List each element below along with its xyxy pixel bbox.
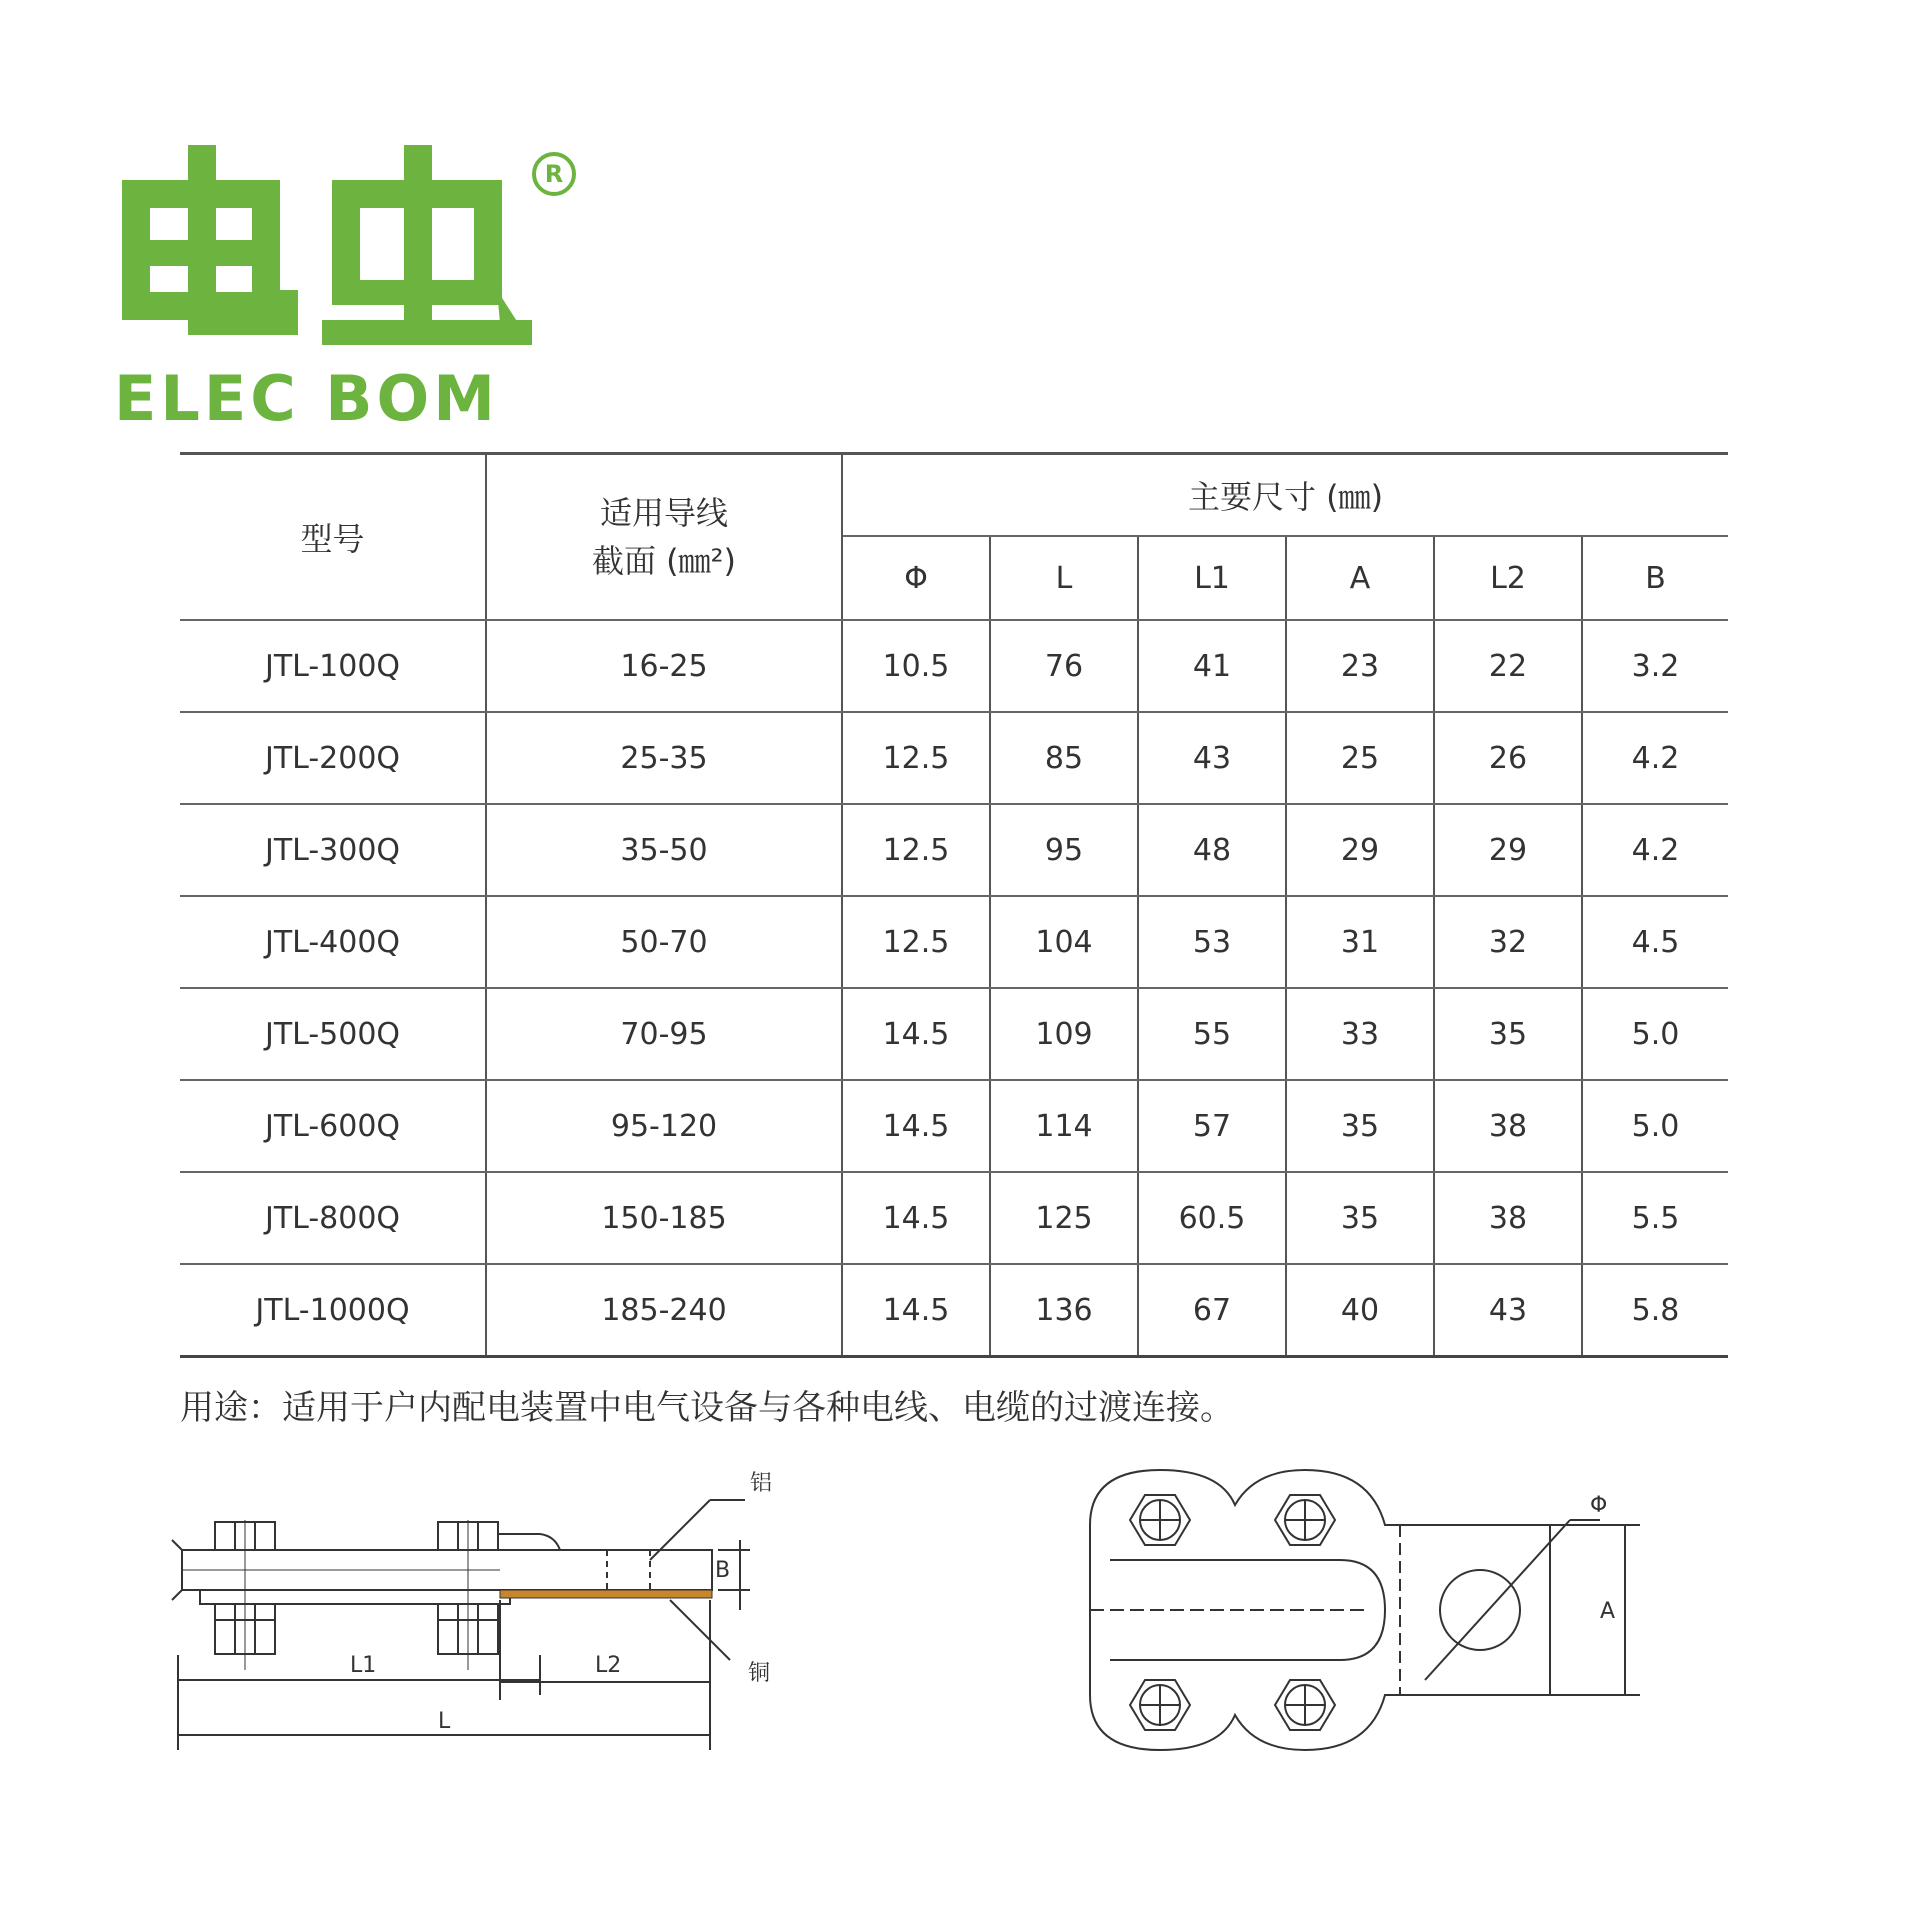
cell-phi: 14.5 (842, 988, 990, 1080)
bolt-hex-icon (1275, 1680, 1335, 1730)
cell-section: 16-25 (486, 620, 842, 712)
cell-model: JTL-300Q (180, 804, 486, 896)
cell-phi: 14.5 (842, 1080, 990, 1172)
label-copper: 铜 (748, 1661, 771, 1686)
cell-section: 95-120 (486, 1080, 842, 1172)
cell-B: 4.2 (1582, 712, 1728, 804)
table-row (180, 988, 1728, 1080)
cell-section: 70-95 (486, 988, 842, 1080)
table-row (180, 1080, 1728, 1172)
top-view-drawing (1070, 1450, 1770, 1770)
cell-model: JTL-100Q (180, 620, 486, 712)
cell-B: 5.0 (1582, 1080, 1728, 1172)
cell-L: 109 (990, 988, 1138, 1080)
header-main-dims: 主要尺寸 (㎜) (842, 454, 1728, 537)
cell-L2: 32 (1434, 896, 1582, 988)
cell-A: 29 (1286, 804, 1434, 896)
cell-L1: 48 (1138, 804, 1286, 896)
cell-L2: 26 (1434, 712, 1582, 804)
cell-phi: 12.5 (842, 712, 990, 804)
header-section-line1: 适用导线 (599, 494, 728, 532)
label-L: L (438, 1709, 451, 1734)
cell-L1: 57 (1138, 1080, 1286, 1172)
cell-B: 3.2 (1582, 620, 1728, 712)
usage-note: 用途：适用于户内配电装置中电气设备与各种电线、电缆的过渡连接。 (180, 1388, 1234, 1428)
label-L1: L1 (350, 1653, 377, 1678)
cell-L2: 22 (1434, 620, 1582, 712)
cell-L1: 60.5 (1138, 1172, 1286, 1264)
bolt-hex-icon (1275, 1495, 1335, 1545)
cell-L2: 35 (1434, 988, 1582, 1080)
header-B: B (1582, 536, 1728, 620)
cell-model: JTL-1000Q (180, 1264, 486, 1357)
brand-mark-graphic (112, 140, 532, 365)
cell-phi: 12.5 (842, 804, 990, 896)
cell-B: 5.5 (1582, 1172, 1728, 1264)
cell-model: JTL-600Q (180, 1080, 486, 1172)
table-row (180, 804, 1728, 896)
cell-A: 23 (1286, 620, 1434, 712)
header-L: L (990, 536, 1138, 620)
cell-section: 150-185 (486, 1172, 842, 1264)
cell-section: 50-70 (486, 896, 842, 988)
table-row (180, 712, 1728, 804)
table-row (180, 1172, 1728, 1264)
cell-B: 5.0 (1582, 988, 1728, 1080)
header-section (486, 454, 842, 621)
cell-L2: 38 (1434, 1172, 1582, 1264)
cell-L: 95 (990, 804, 1138, 896)
cell-L: 125 (990, 1172, 1138, 1264)
cell-L2: 38 (1434, 1080, 1582, 1172)
cell-L2: 43 (1434, 1264, 1582, 1357)
cell-phi: 14.5 (842, 1172, 990, 1264)
brand-logo (112, 140, 582, 440)
label-aluminium: 铝 (750, 1471, 773, 1496)
header-L1: L1 (1138, 536, 1286, 620)
cell-model: JTL-800Q (180, 1172, 486, 1264)
cell-B: 4.5 (1582, 896, 1728, 988)
cell-model: JTL-400Q (180, 896, 486, 988)
cell-A: 33 (1286, 988, 1434, 1080)
header-L2: L2 (1434, 536, 1582, 620)
cell-L: 76 (990, 620, 1138, 712)
cell-model: JTL-200Q (180, 712, 486, 804)
table-row (180, 620, 1728, 712)
header-phi: Φ (842, 536, 990, 620)
cell-B: 5.8 (1582, 1264, 1728, 1357)
cell-L1: 43 (1138, 712, 1286, 804)
label-A: A (1600, 1599, 1616, 1624)
cell-A: 35 (1286, 1080, 1434, 1172)
label-B: B (715, 1558, 731, 1583)
header-A: A (1286, 536, 1434, 620)
table-header-row (180, 454, 1728, 537)
copper-strip (500, 1590, 712, 1598)
cell-section: 185-240 (486, 1264, 842, 1357)
cell-phi: 10.5 (842, 620, 990, 712)
header-model: 型号 (180, 454, 486, 621)
cell-L: 104 (990, 896, 1138, 988)
label-L2: L2 (595, 1653, 622, 1678)
cell-A: 40 (1286, 1264, 1434, 1357)
label-phi: Φ (1590, 1493, 1608, 1518)
cell-L1: 53 (1138, 896, 1286, 988)
cell-L2: 29 (1434, 804, 1582, 896)
cell-L1: 55 (1138, 988, 1286, 1080)
spec-table (180, 452, 1728, 1358)
terminal-hole (1440, 1570, 1520, 1650)
registered-mark: R (532, 152, 576, 196)
cell-L: 85 (990, 712, 1138, 804)
cell-L1: 41 (1138, 620, 1286, 712)
cell-phi: 14.5 (842, 1264, 990, 1357)
bolt-hex-icon (1130, 1495, 1190, 1545)
cell-A: 25 (1286, 712, 1434, 804)
cell-A: 31 (1286, 896, 1434, 988)
table-row (180, 896, 1728, 988)
cell-L: 136 (990, 1264, 1138, 1357)
cell-B: 4.2 (1582, 804, 1728, 896)
side-view-drawing (170, 1450, 930, 1780)
cell-L1: 67 (1138, 1264, 1286, 1357)
cell-model: JTL-500Q (180, 988, 486, 1080)
cell-section: 25-35 (486, 712, 842, 804)
header-section-line2: 截面 (㎜²) (592, 542, 736, 580)
cell-L: 114 (990, 1080, 1138, 1172)
bolt-hex-icon (1130, 1680, 1190, 1730)
cell-A: 35 (1286, 1172, 1434, 1264)
table-row (180, 1264, 1728, 1357)
cell-section: 35-50 (486, 804, 842, 896)
brand-wordmark: ELEC BOM (114, 362, 499, 435)
cell-phi: 12.5 (842, 896, 990, 988)
